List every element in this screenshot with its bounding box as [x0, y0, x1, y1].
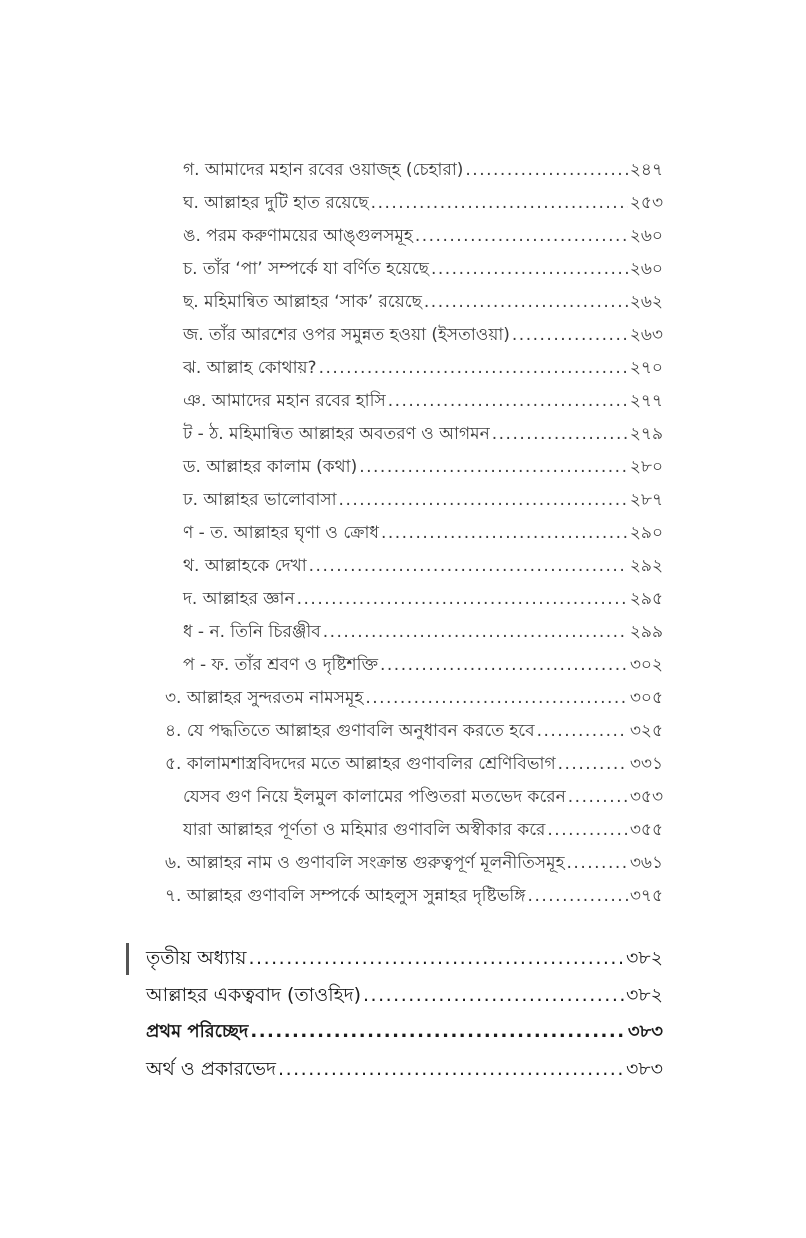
toc-entry-label: প্রথম পরিচ্ছেদ: [146, 1021, 249, 1042]
dot-leader: [371, 191, 628, 215]
toc-entry-label: ছ. মহিমান্বিত আল্লাহর ‘সাক’ রয়েছে: [183, 292, 422, 312]
toc-entry-page: ৩০২: [629, 655, 663, 675]
toc-entry: [183, 587, 663, 613]
toc-entry: [183, 521, 663, 547]
dot-leader: [319, 356, 628, 380]
toc-entry: [183, 455, 663, 481]
toc-entry-label: যেসব গুণ নিয়ে ইলমুল কালামের পণ্ডিতরা মতভেদ করেন: [183, 787, 566, 807]
dot-leader: [365, 686, 628, 710]
dot-leader: [339, 488, 628, 512]
dot-leader: [309, 554, 628, 578]
chapter-marker-bar: [126, 943, 129, 975]
toc-entry-label: গ. আমাদের মহান রবের ওয়াজ্‌হ (চেহারা): [183, 160, 464, 180]
dot-leader: [431, 257, 628, 281]
toc-entry-page: ৩৮৩: [625, 1058, 663, 1080]
dot-leader: [424, 290, 628, 314]
toc-entry: [146, 1057, 663, 1083]
toc-entry: [183, 818, 663, 844]
toc-entry: [183, 554, 663, 580]
dot-leader: [512, 323, 628, 347]
toc-entry-label: প - ফ. তাঁর শ্রবণ ও দৃষ্টিশক্তি: [183, 655, 378, 675]
toc-entry-page: ৩৮২: [625, 947, 663, 969]
toc-entry-page: ২৯২: [629, 556, 663, 576]
dot-leader: [537, 719, 628, 743]
toc-entry-label: অর্থ ও প্রকারভেদ: [146, 1058, 277, 1080]
toc-entry-label: আল্লাহর একত্ববাদ (তাওহিদ): [146, 984, 362, 1006]
toc-entry: [183, 191, 663, 217]
dot-leader: [323, 620, 628, 644]
toc-entry-label: চ. তাঁর ‘পা’ সম্পর্কে যা বর্ণিত হয়েছে: [183, 259, 429, 279]
toc-entry-label: তৃতীয় অধ্যায়: [146, 947, 247, 969]
toc-entry-page: ৩৩১: [629, 754, 663, 774]
toc-entry: [183, 158, 663, 184]
toc-entry-label: থ. আল্লাহকে দেখা: [183, 556, 307, 576]
toc-entry-page: ৩৮৩: [627, 1021, 663, 1042]
toc-entry: [183, 290, 663, 316]
dot-leader: [363, 983, 624, 1007]
toc-entry-label: ৩. আল্লাহর সুন্দরতম নামসমূহ: [165, 688, 364, 708]
toc-entry-page: ২৮৭: [629, 490, 663, 510]
dot-leader: [465, 158, 627, 182]
toc-entry-label: ধ - ন. তিনি চিরঞ্জীব: [183, 622, 321, 642]
toc-section-heading: [146, 1020, 663, 1046]
toc-entry-page: ২৭৭: [629, 391, 663, 411]
toc-entry-page: ২৬২: [629, 292, 663, 312]
dot-leader: [415, 224, 628, 248]
dot-leader: [568, 785, 628, 809]
toc-entry: [183, 620, 663, 646]
toc-entry: [183, 488, 663, 514]
toc-entry-label: ৪. যে পদ্ধতিতে আল্লাহর গুণাবলি অনুধাবন করতে হবে: [165, 721, 535, 741]
toc-entry-page: ২৬৩: [629, 325, 663, 345]
toc-entry-page: ৩৫৩: [629, 787, 663, 807]
toc-entry-label: জ. তাঁর আরশের ওপর সমুন্নত হওয়া (ইসতাওয়া): [183, 325, 510, 345]
toc-entry-label: ৭. আল্লাহর গুণাবলি সম্পর্কে আহলুস সুন্নাহর দৃষ্টিভঙ্গি: [165, 886, 526, 906]
toc-entry: [146, 983, 663, 1009]
toc-entry-label: যারা আল্লাহর পূর্ণতা ও মহিমার গুণাবলি অস্বীকার করে: [183, 820, 546, 840]
toc-entry: [183, 224, 663, 250]
toc-entry-page: ৩৮২: [625, 984, 663, 1006]
toc-entry-page: ২৯৯: [629, 622, 663, 642]
dot-leader: [381, 521, 628, 545]
toc-chapter-heading: [146, 946, 663, 972]
dot-leader: [558, 752, 628, 776]
toc-entry: [183, 323, 663, 349]
toc-entry-page: ২৭০: [629, 358, 663, 378]
toc-entry-label: ট - ঠ. মহিমান্বিত আল্লাহর অবতরণ ও আগমন: [183, 424, 490, 444]
toc-entry: [165, 719, 663, 745]
toc-entry: [165, 686, 663, 712]
toc-entry-page: ২৫৩: [629, 193, 663, 213]
toc-entry-page: ৩৬১: [629, 853, 663, 873]
toc-entry: [183, 257, 663, 283]
toc-entry-page: ২৪৭: [629, 160, 663, 180]
toc-entry-label: ৬. আল্লাহর নাম ও গুণাবলি সংক্রান্ত গুরুত্বপূর্ণ মূলনীতিসমূহ: [165, 853, 565, 873]
toc-entry: [183, 356, 663, 382]
toc-entry-label: ঢ. আল্লাহর ভালোবাসা: [183, 490, 337, 510]
toc-entry-label: দ. আল্লাহর জ্ঞান: [183, 589, 295, 609]
toc-entry-label: ঘ. আল্লাহর দুটি হাত রয়েছে: [183, 193, 369, 213]
dot-leader: [250, 1020, 626, 1044]
toc-entry: [165, 851, 663, 877]
toc-entry: [165, 752, 663, 778]
dot-leader: [492, 422, 628, 446]
toc-entry-page: ২৬০: [629, 226, 663, 246]
toc-entry: [183, 785, 663, 811]
toc-entry-label: ঝ. আল্লাহ কোথায়?: [183, 358, 317, 378]
dot-leader: [388, 389, 628, 413]
dot-leader: [547, 818, 627, 842]
toc-entry-label: ঙ. পরম করুণাময়ের আঙ্গুলসমূহ: [183, 226, 413, 246]
toc-entry-page: ২৬০: [629, 259, 663, 279]
toc-entry-label: ৫. কালামশাস্ত্রবিদদের মতে আল্লাহর গুণাবলির শ্রেণিবিভাগ: [165, 754, 556, 774]
dot-leader: [359, 455, 628, 479]
toc-entry-page: ২৯৫: [629, 589, 663, 609]
toc-entry-page: ৩৭৫: [629, 886, 663, 906]
dot-leader: [249, 946, 624, 970]
dot-leader: [567, 851, 628, 875]
toc-entry: [165, 884, 663, 910]
toc-entry: [183, 422, 663, 448]
toc-entry-page: ২৭৯: [629, 424, 663, 444]
toc-entry: [183, 389, 663, 415]
toc-entry-label: ঞ. আমাদের মহান রবের হাসি: [183, 391, 386, 411]
toc-entry-page: ৩৫৫: [629, 820, 663, 840]
dot-leader: [528, 884, 628, 908]
toc-entry: [183, 653, 663, 679]
toc-entry-label: ড. আল্লাহর কালাম (কথা): [183, 457, 358, 477]
toc-entry-page: ৩০৫: [629, 688, 663, 708]
dot-leader: [380, 653, 628, 677]
toc-entry-label: ণ - ত. আল্লাহর ঘৃণা ও ক্রোধ: [183, 523, 379, 543]
toc-entry-page: ৩২৫: [629, 721, 663, 741]
toc-entry-page: ২৯০: [629, 523, 663, 543]
dot-leader: [297, 587, 628, 611]
dot-leader: [278, 1057, 624, 1081]
toc-entry-page: ২৮০: [629, 457, 663, 477]
